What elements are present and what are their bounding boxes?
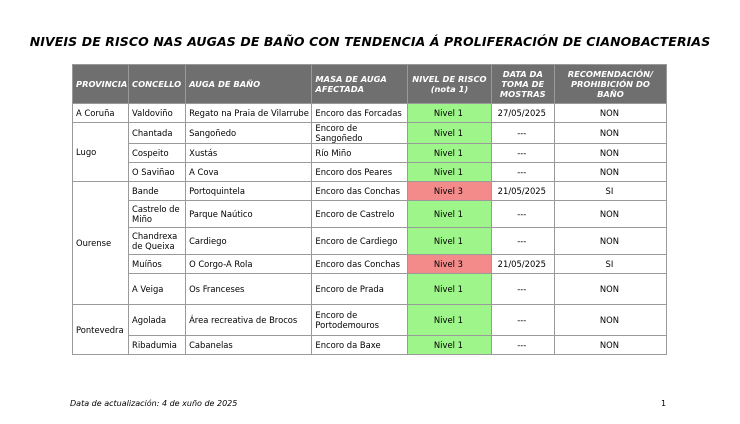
masa-cell: Encoro dos Peares: [312, 163, 408, 182]
table-row: [73, 182, 667, 201]
recomendacion-cell: NON: [554, 163, 666, 182]
data-cell: ---: [491, 305, 554, 336]
masa-cell: Encoro de Portodemouros: [312, 305, 408, 336]
data-cell: 27/05/2025: [491, 104, 554, 123]
concello-cell: Chantada: [129, 123, 186, 144]
nivel-cell: Nivel 1: [408, 144, 492, 163]
table-row: [73, 123, 667, 144]
concello-cell: Chandrexa de Queixa: [129, 228, 186, 255]
auga-cell: Portoquintela: [186, 182, 312, 201]
header-auga: AUGA DE BAÑO: [186, 65, 312, 104]
nivel-cell: Nivel 1: [408, 123, 492, 144]
province-cell: Lugo: [73, 123, 129, 182]
masa-cell: Encoro das Forcadas: [312, 104, 408, 123]
recomendacion-cell: SI: [554, 182, 666, 201]
header-data: DATA DA TOMA DE MOSTRAS: [491, 65, 554, 104]
auga-cell: Regato na Praia de Vilarrube: [186, 104, 312, 123]
header-nivel: NIVEL DE RISCO (nota 1): [408, 65, 492, 104]
header-recomendacion: RECOMENDACIÓN/ PROHIBICIÓN DO BAÑO: [554, 65, 666, 104]
data-cell: ---: [491, 336, 554, 355]
auga-cell: Sangoñedo: [186, 123, 312, 144]
recomendacion-cell: NON: [554, 274, 666, 305]
data-cell: ---: [491, 274, 554, 305]
data-cell: ---: [491, 144, 554, 163]
table-row: [73, 228, 667, 255]
province-cell: Ourense: [73, 182, 129, 305]
auga-cell: A Cova: [186, 163, 312, 182]
table-row: [73, 144, 667, 163]
data-cell: 21/05/2025: [491, 255, 554, 274]
nivel-cell: Nivel 1: [408, 274, 492, 305]
concello-cell: Ribadumia: [129, 336, 186, 355]
page-number: 1: [661, 399, 667, 408]
nivel-cell: Nivel 1: [408, 104, 492, 123]
auga-cell: Cardiego: [186, 228, 312, 255]
table-row: [73, 163, 667, 182]
masa-cell: Encoro da Baxe: [312, 336, 408, 355]
header-provincia: PROVINCIA: [73, 65, 129, 104]
header-masa: MASA DE AUGA AFECTADA: [312, 65, 408, 104]
auga-cell: Área recreativa de Brocos: [186, 305, 312, 336]
table-row: [73, 336, 667, 355]
data-cell: ---: [491, 163, 554, 182]
province-cell: A Coruña: [73, 104, 129, 123]
recomendacion-cell: NON: [554, 305, 666, 336]
nivel-cell: Nivel 3: [408, 255, 492, 274]
masa-cell: Encoro de Prada: [312, 274, 408, 305]
recomendacion-cell: NON: [554, 201, 666, 228]
masa-cell: Encoro das Conchas: [312, 255, 408, 274]
recomendacion-cell: NON: [554, 123, 666, 144]
nivel-cell: Nivel 3: [408, 182, 492, 201]
concello-cell: O Saviñao: [129, 163, 186, 182]
auga-cell: Os Franceses: [186, 274, 312, 305]
masa-cell: Encoro das Conchas: [312, 182, 408, 201]
nivel-cell: Nivel 1: [408, 305, 492, 336]
table-row: [73, 255, 667, 274]
recomendacion-cell: SI: [554, 255, 666, 274]
recomendacion-cell: NON: [554, 336, 666, 355]
data-cell: ---: [491, 123, 554, 144]
update-date-note: Data de actualización: 4 de xuño de 2025: [70, 399, 238, 408]
concello-cell: Castrelo de Miño: [129, 201, 186, 228]
auga-cell: Parque Naútico: [186, 201, 312, 228]
auga-cell: Xustás: [186, 144, 312, 163]
auga-cell: O Corgo-A Rola: [186, 255, 312, 274]
masa-cell: Encoro de Cardiego: [312, 228, 408, 255]
recomendacion-cell: NON: [554, 228, 666, 255]
concello-cell: Bande: [129, 182, 186, 201]
concello-cell: Agolada: [129, 305, 186, 336]
nivel-cell: Nivel 1: [408, 336, 492, 355]
header-row: [73, 65, 667, 104]
concello-cell: Cospeito: [129, 144, 186, 163]
table-row: [73, 274, 667, 305]
header-concello: CONCELLO: [129, 65, 186, 104]
recomendacion-cell: NON: [554, 104, 666, 123]
data-cell: ---: [491, 228, 554, 255]
concello-cell: Valdoviño: [129, 104, 186, 123]
concello-cell: A Veiga: [129, 274, 186, 305]
table-row: [73, 201, 667, 228]
concello-cell: Muíños: [129, 255, 186, 274]
nivel-cell: Nivel 1: [408, 201, 492, 228]
masa-cell: Río Miño: [312, 144, 408, 163]
province-cell: Pontevedra: [73, 305, 129, 355]
nivel-cell: Nivel 1: [408, 163, 492, 182]
masa-cell: Encoro de Sangoñedo: [312, 123, 408, 144]
risk-table: [72, 64, 667, 355]
document-title: NIVEIS DE RISCO NAS AUGAS DE BAÑO CON TENDENCIA Á PROLIFERACIÓN DE CIANOBACTERIAS: [29, 34, 711, 49]
auga-cell: Cabanelas: [186, 336, 312, 355]
data-cell: 21/05/2025: [491, 182, 554, 201]
data-cell: ---: [491, 201, 554, 228]
nivel-cell: Nivel 1: [408, 228, 492, 255]
recomendacion-cell: NON: [554, 144, 666, 163]
table-row: [73, 305, 667, 336]
masa-cell: Encoro de Castrelo: [312, 201, 408, 228]
table-row: [73, 104, 667, 123]
